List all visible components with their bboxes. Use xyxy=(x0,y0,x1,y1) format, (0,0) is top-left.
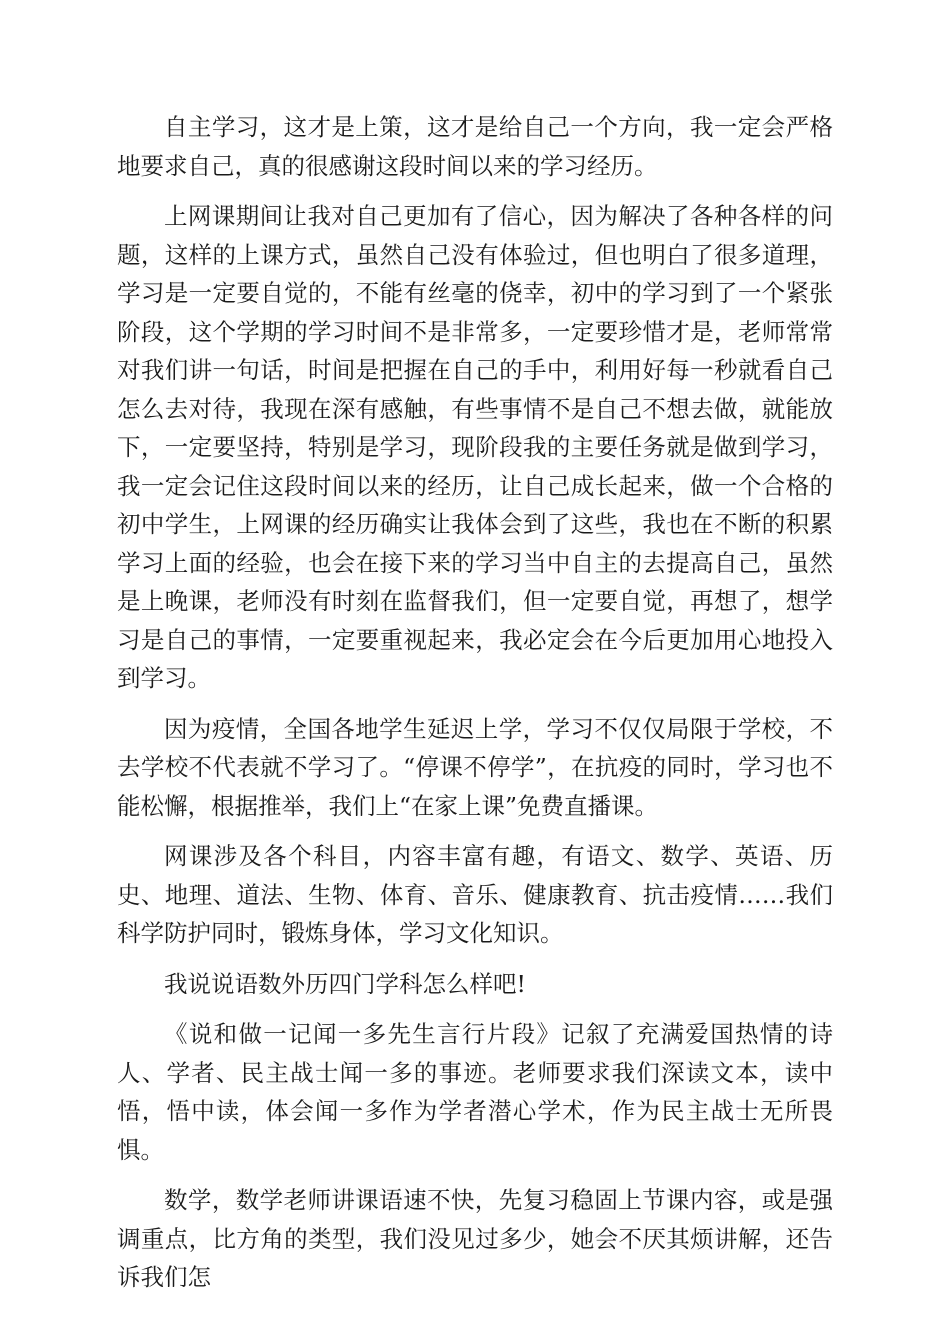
paragraph-1: 自主学习，这才是上策，这才是给自己一个方向，我一定会严格地要求自己，真的很感谢这段时间以来的学习经历。 xyxy=(117,113,833,180)
document-body xyxy=(117,108,833,1309)
paragraph-7: 数学，数学老师讲课语速不快，先复习稳固上节课内容，或是强调重点，比方角的类型，我们没见过多少，她会不厌其烦讲解，还告诉我们怎 xyxy=(117,1186,833,1291)
paragraph-3: 因为疫情，全国各地学生延迟上学，学习不仅仅局限于学校，不去学校不代表就不学习了。“停课不停学”，在抗疫的同时，学习也不能松懈，根据推举，我们上“在家上课”免费直播课。 xyxy=(117,714,833,820)
paragraph-2: 上网课期间让我对自己更加有了信心，因为解决了各种各样的问题，这样的上课方式，虽然自己没有体验过，但也明白了很多道理，学习是一定要自觉的，不能有丝毫的侥幸，初中的学习到了一个紧张阶段，这个学期的学习时间不是非常多，一定要珍惜才是，老师常常对我们讲一句话，时间是把握在自己的手中，利用好每一秒就看自己怎么去对待，我现在深有感触，有些事情不是自己不想去做，就能放下，一定要坚持，特别是学习，现阶段我的主要任务就是做到学习，我一定会记住这段时间以来的经历，让自己成长起来，做一个合格的初中学生，上网课的经历确实让我体会到了这些，我也在不断的积累学习上面的经验，也会在接下来的学习当中自主的去提高自己，虽然是上晚课，老师没有时刻在监督我们，但一定要自觉，再想了，想学习是自己的事情，一定要重视起来，我必定会在今后更加用心地投入到学习。 xyxy=(117,202,833,692)
paragraph-5: 我说说语数外历四门学科怎么样吧! xyxy=(164,969,526,998)
paragraph-6: 《说和做一记闻一多先生言行片段》记叙了充满爱国热情的诗人、学者、民主战士闻一多的事迹。老师要求我们深读文本，读中悟，悟中读，体会闻一多作为学者潜心学术，作为民主战士无所畏惧。 xyxy=(117,1020,833,1164)
paragraph-4: 网课涉及各个科目，内容丰富有趣，有语文、数学、英语、历史、地理、道法、生物、体育、音乐、健康教育、抗击疫情……我们科学防护同时，锻炼身体，学习文化知识。 xyxy=(117,842,833,947)
